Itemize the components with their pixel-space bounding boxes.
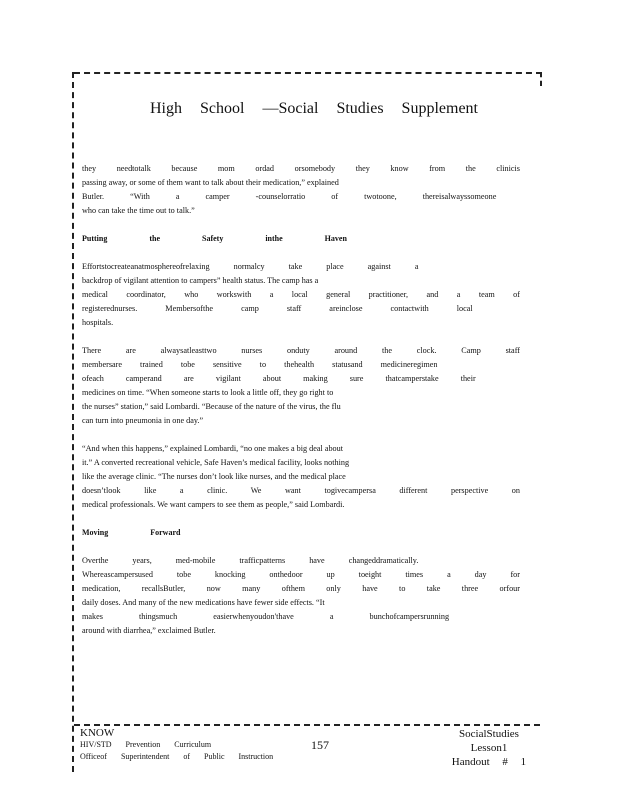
document-body: [82, 162, 520, 652]
footer-curriculum-name: HIV/STD Prevention Curriculum: [80, 740, 212, 749]
footer-office-name: Officeof Superintendent of Public Instruction: [80, 752, 274, 761]
text-line: backdrop of vigilant attention to campers” health status. The camp has a: [82, 276, 319, 285]
footer-handout: Handout # 1: [451, 756, 527, 768]
paragraph-safety-1: [82, 260, 520, 330]
page-border-right-tick: [540, 72, 542, 86]
footer-subject: SocialStudies: [459, 728, 519, 740]
text-line: medical professionals. We want campers to see them as people,” said Lombardi.: [82, 500, 345, 509]
paragraph-moving-forward: [82, 554, 520, 638]
page-title: High School —Social Studies Supplement: [150, 100, 478, 117]
paragraph-safety-2: [82, 344, 520, 428]
footer-lesson: Lesson1: [470, 742, 508, 754]
text-line: registerednurses. Membersofthe camp staff areinclose contactwith local: [82, 304, 473, 313]
footer-lesson-info: [444, 727, 534, 769]
paragraph-safety-3: [82, 442, 520, 512]
page-border-top: [74, 72, 542, 74]
section-heading-safety: Putting the Safety inthe Haven: [82, 234, 347, 243]
text-line: medication, recallsButler, now many ofthem only have to take three orfour: [82, 584, 520, 593]
text-line: medicines on time. “When someone starts to look a little off, they go right to: [82, 388, 334, 397]
page-border-left: [72, 72, 74, 772]
text-line: around with diarrhea,” exclaimed Butler.: [82, 626, 216, 635]
text-line: passing away, or some of them want to talk about their medication,” explained: [82, 178, 339, 187]
text-line: can turn into pneumonia in one day.”: [82, 416, 204, 425]
text-line: it.” A converted recreational vehicle, Safe Haven’s medical facility, looks nothing: [82, 458, 350, 467]
footer-divider: [74, 724, 540, 726]
text-line: ofeach camperand are vigilant about making sure thatcamperstake their: [82, 374, 476, 383]
footer-program-name: KNOW: [80, 727, 115, 739]
text-line: Overthe years, med-mobile trafficpatterns have changeddramatically.: [82, 556, 419, 565]
footer-curriculum-info: [80, 727, 280, 763]
page-number: 157: [311, 738, 329, 752]
text-line: membersare trained tobe sensitive to thehealth statusand medicineregimen: [82, 360, 438, 369]
text-line: medical coordinator, who workswith a local general practitioner, and a team of: [82, 290, 520, 299]
text-line: the nurses” station,” said Lombardi. “Because of the nature of the virus, the flu: [82, 402, 341, 411]
text-line: hospitals.: [82, 318, 114, 327]
text-line: daily doses. And many of the new medications have fewer side effects. “It: [82, 598, 325, 607]
text-line: Effortstocreateanatmosphereofrelaxing normalcy take place against a: [82, 262, 419, 271]
text-line: like the average clinic. “The nurses don’t look like nurses, and the medical place: [82, 472, 346, 481]
text-line: they needtotalk because mom ordad orsomebody they know from the clinicis: [82, 164, 520, 173]
text-line: Whereascampersused tobe knocking onthedoor up toeight times a day for: [82, 570, 520, 579]
text-line: makes thingsmuch easierwhenyoudon'thave a bunchofcampersrunning: [82, 612, 450, 621]
section-heading-moving-forward: Moving Forward: [82, 528, 181, 537]
text-line: Butler. “With a camper -counselorratio of twotoone, thereisalwayssomeone: [82, 192, 497, 201]
paragraph-intro: [82, 162, 520, 218]
text-line: “And when this happens,” explained Lombardi, “no one makes a big deal about: [82, 444, 344, 453]
text-line: who can take the time out to talk.”: [82, 206, 195, 215]
text-line: doesn’tlook like a clinic. We want togivecampersa different perspective on: [82, 486, 520, 495]
text-line: There are alwaysatleasttwo nurses onduty around the clock. Camp staff: [82, 346, 520, 355]
